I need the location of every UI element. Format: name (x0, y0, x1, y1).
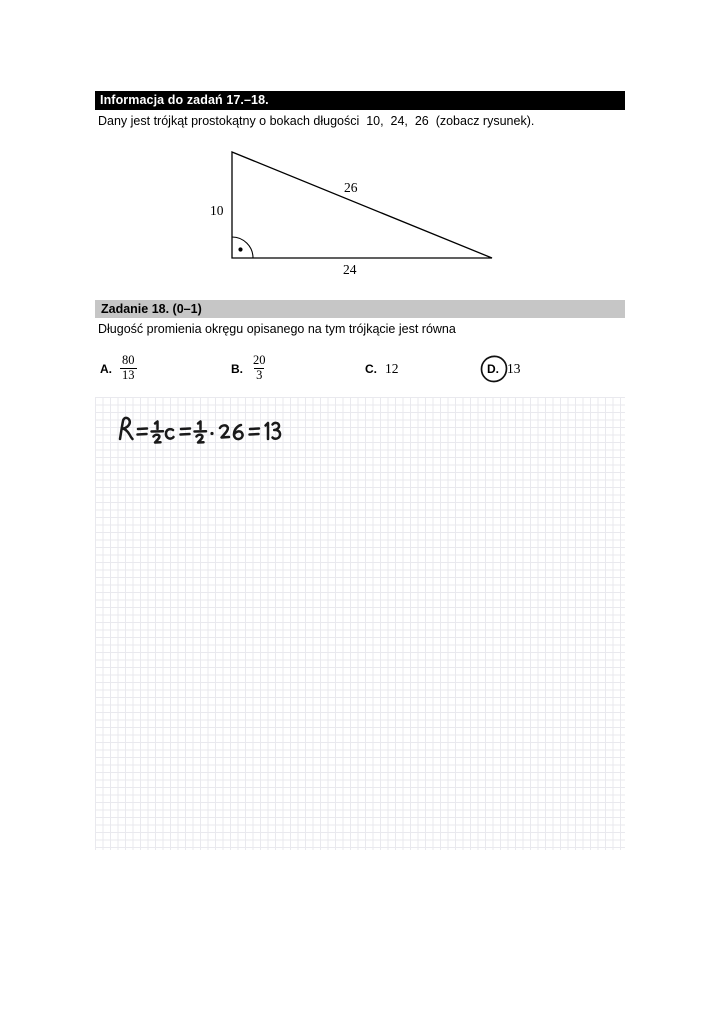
answer-option-b[interactable] (231, 352, 268, 386)
answer-option-d-letter: D. (487, 362, 499, 376)
figure-label-vertical-leg: 10 (210, 203, 224, 218)
right-angle-dot (238, 247, 242, 251)
triangle-figure (180, 138, 520, 288)
answer-option-a-letter: A. (100, 362, 112, 376)
task-header-bar: Zadanie 18. (0–1) (95, 300, 625, 318)
answer-option-b-denominator: 3 (256, 367, 263, 382)
information-header-bar: Informacja do zadań 17.–18. (95, 91, 625, 110)
figure-label-hypotenuse: 26 (344, 180, 358, 195)
answer-option-a[interactable] (100, 352, 137, 386)
answer-option-c[interactable] (365, 352, 399, 386)
answer-option-a-denominator: 13 (122, 367, 135, 382)
answer-option-a-numerator: 80 (122, 353, 135, 367)
answer-option-d[interactable] (487, 352, 521, 386)
answer-options (95, 352, 635, 390)
answer-grid-area[interactable] (95, 397, 625, 850)
answer-option-b-numerator: 20 (253, 353, 266, 367)
answer-option-b-fraction (251, 354, 268, 382)
answer-option-c-letter: C. (365, 362, 377, 376)
answer-option-d-value: 13 (507, 361, 521, 376)
answer-option-c-value: 12 (385, 361, 399, 376)
triangle-outline (232, 152, 492, 258)
task-prompt-text: Długość promienia okręgu opisanego na tym trójkącie jest równa (98, 322, 456, 336)
right-angle-arc (232, 237, 253, 258)
information-body-text: Dany jest trójkąt prostokątny o bokach długości 10, 24, 26 (zobacz rysunek). (98, 114, 535, 128)
answer-option-a-fraction (120, 354, 137, 382)
answer-option-b-letter: B. (231, 362, 243, 376)
figure-label-horizontal-leg: 24 (343, 262, 357, 277)
